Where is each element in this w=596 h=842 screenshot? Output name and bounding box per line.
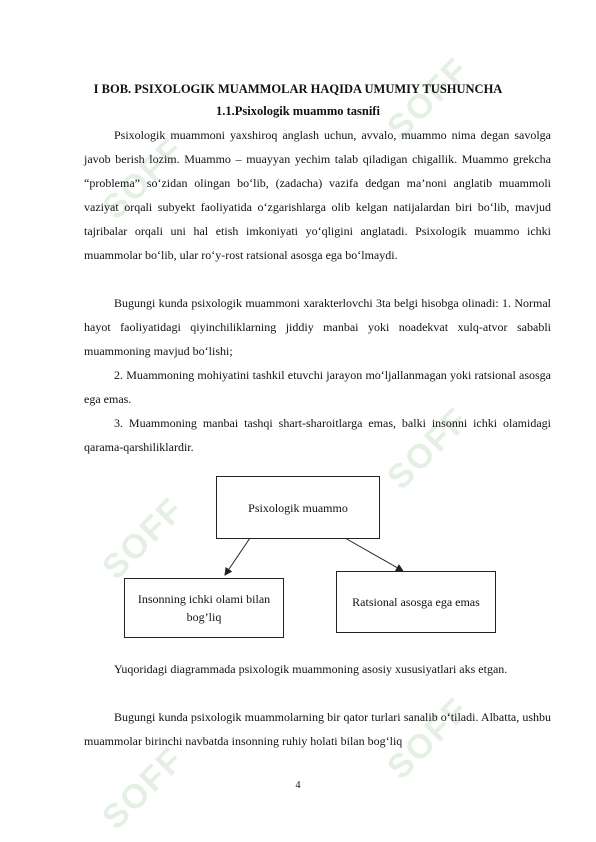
diagram-box-top: Psixologik muammo: [216, 476, 380, 539]
paragraph-definition: Psixologik muammoni yaxshiroq anglash uchun, avvalo, muammo nima degan savolga javob berish lozim. Muammo – muayyan yechim talab qiladigan chigallik. Muammo grekcha “problema” so‘zidan olingan bo‘lib, (zadacha) vazifa dedgan ma’noni anglatib muammoli vaziyat orqali subyekt faoliyatida o‘zgarishlarga olib kelgan natijalardan biri bo‘lib, mavjud tajribalar orqali uni hal etish imkoniyati yo‘qligini anglatadi. Psixologik muammo ichki muammolar bo‘lib, ular ro‘y-rost ratsional asosga ega bo‘lmaydi.: [84, 128, 551, 262]
paragraph-signs: Bugungi kunda psixologik muammoni xarakterlovchi 3ta belgi hisobga olinadi: 1. Normal hayot faoliyatidagi qiyinchiliklarning jiddiy manbai yoki noadekvat xulq-atvor sababli muammoning mavjud bo‘lishi;: [84, 296, 551, 358]
diagram-box-right: Ratsional asosga ega emas: [336, 571, 496, 633]
watermark-text: SOFF: [380, 690, 477, 787]
arrow-right: [345, 538, 403, 571]
arrow-left: [225, 538, 250, 575]
paragraph-sign-3: 3. Muammoning manbai tashqi shart-sharoitlarga emas, balki insonni ichki olamidagi qarama-qarshiliklardir.: [84, 416, 551, 454]
watermark-text: SOFF: [95, 490, 192, 587]
diagram-box-left: Insonning ichki olami bilan bog’liq: [124, 578, 284, 638]
chapter-title: I BOB. PSIXOLOGIK MUAMMOLAR HAQIDA UMUMIY TUSHUNCHA: [93, 82, 503, 96]
paragraph-diagram-summary: Yuqoridagi diagrammada psixologik muammoning asosiy xususiyatlari aks etgan.: [114, 662, 508, 676]
page-number: 4: [295, 780, 301, 791]
watermark-text: SOFF: [95, 130, 192, 227]
watermark-text: SOFF: [380, 400, 477, 497]
paragraph-types: Bugungi kunda psixologik muammolarning bir qator turlari sanalib o‘tiladi. Albatta, ushbu muammolar birinchi navbatda insonning ruhiy holati bilan bog‘liq: [84, 710, 551, 748]
paragraph-sign-2: 2. Muammoning mohiyatini tashkil etuvchi jarayon mo‘ljallanmagan yoki ratsional asosga ega emas.: [84, 368, 551, 406]
section-title: 1.1.Psixologik muammo tasnifi: [216, 104, 380, 118]
watermark-text: SOFF: [95, 740, 192, 837]
watermark-text: SOFF: [380, 50, 477, 147]
